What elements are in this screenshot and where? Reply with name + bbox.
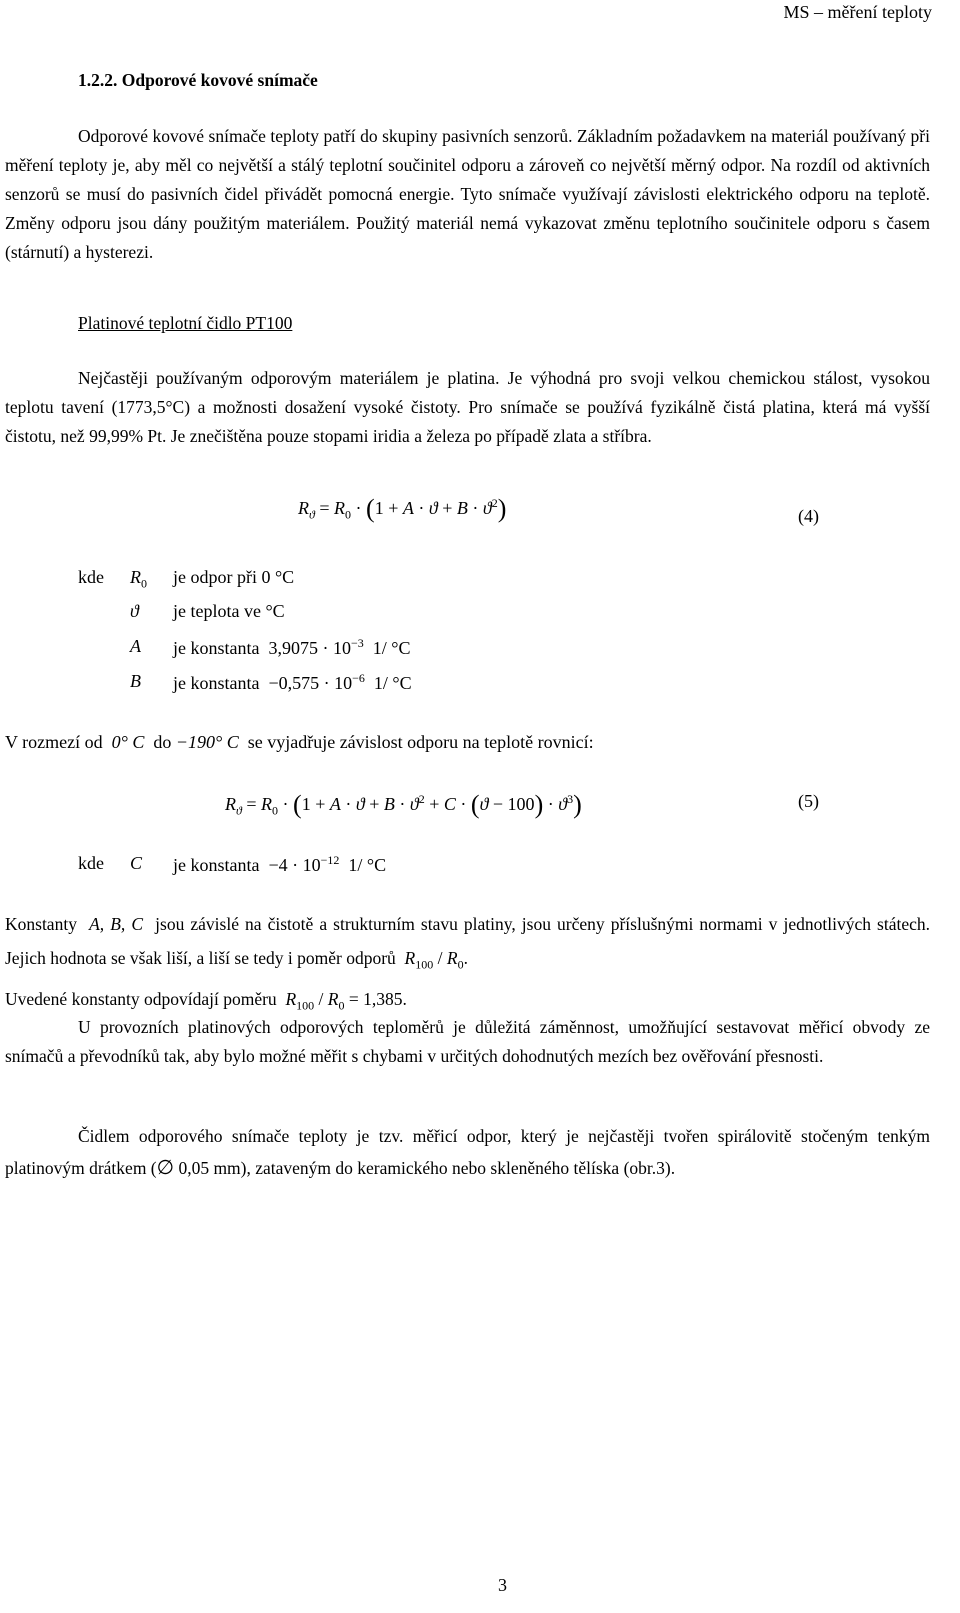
paragraph-intro: Odporové kovové snímače teploty patří do skupiny pasivních senzorů. Základním požadavkem na materiál používaný při měření teploty je, aby měl co největší a stálý teplotní součinitel odporu a zároveň co největší měrný odpor. Na rozdíl od aktivních senzorů se musí do pasivních čidel přivádět pomocná energie. Tyto snímače využívají závislosti elektrického odporu na teplotě. Změny odporu jsou dány použitým materiálem. Použitý materiál nemá vykazovat změnu teplotního součinitele odporu s časem (stárnutí) a hysterezi.	[5, 126, 930, 262]
definition-a: A je konstanta $3,9075 \cdot 10^{-3}$ 1/ °C	[130, 636, 411, 658]
running-header: MS – měření teploty	[783, 2, 932, 22]
section-heading: 1.2.2. Odporové kovové snímače	[78, 70, 318, 90]
paragraph-interchangeability: U provozních platinových odporových teploměrů je důležitá záměnnost, umožňující sestavovat měřicí obvody ze snímačů a převodníků tak, aby bylo možné měřit s chybami v určitých dohodnutých mezích bez ověřování přesnosti.	[5, 1017, 930, 1066]
paragraph-sensor-element: Čidlem odporového snímače teploty je tzv. měřicí odpor, který je nejčastěji tvořen spirálovitě stočeným tenkým platinovým drátkem (∅ 0,05 mm), zataveným do keramického nebo skleněného tělíska (obr.3).	[5, 1126, 930, 1179]
page-number: 3	[498, 1575, 507, 1595]
definition-theta: ϑ je teplota ve °C	[130, 601, 285, 621]
equation-number-5: (5)	[798, 791, 819, 811]
paragraph-platinum: Nejčastěji používaným odporovým materiálem je platina. Je výhodná pro svoji velkou chemickou stálost, vysokou teplotu tavení (1773,5°C) a možnosti dosažení vysoké čistoty. Pro snímače se používá fyzikálně čistá platina, která má vyšší čistotu, než 99,99% Pt. Je znečištěna pouze stopami iridia a železa po případě zlata a stříbra.	[5, 368, 930, 446]
equation-number-4: (4)	[798, 506, 819, 526]
subsection-heading: Platinové teplotní čidlo PT100	[78, 313, 293, 333]
definition-r0: kde $R_0$ je odpor při 0 °C	[78, 567, 295, 591]
equation-4: $R_ϑ = R_0 \cdot (1 + A \cdot ϑ + B \cdot ϑ^2)$	[298, 494, 507, 523]
equation-5: $R_ϑ = R_0 \cdot (1 + A \cdot ϑ + B \cdot ϑ^2 + C \cdot (ϑ - 100) \cdot ϑ^3)$	[225, 790, 582, 819]
range-line: V rozmezí od 0° C do −190° C se vyjadřuje závislost odporu na teplotě rovnicí:	[5, 732, 594, 752]
definition-c: kde C je konstanta $-4 \cdot 10^{-12}$ 1/ °C	[78, 853, 387, 875]
definition-b: B je konstanta $-0,575 \cdot 10^{-6}$ 1/ °C	[130, 671, 412, 693]
diameter-icon: ∅	[156, 1157, 175, 1179]
paragraph-constants: Konstanty A, B, C jsou závislé na čistotě a strukturním stavu platiny, jsou určeny příslušnými normami v jednotlivých státech. Jejich hodnota se však liší, a liší se tedy i poměr odporů $R_{100} / R_0$. Uvedené konstanty odpovídají poměru $R_{100} / R_0 = 1,385$.	[5, 914, 930, 1012]
kde-label: kde	[78, 567, 104, 587]
